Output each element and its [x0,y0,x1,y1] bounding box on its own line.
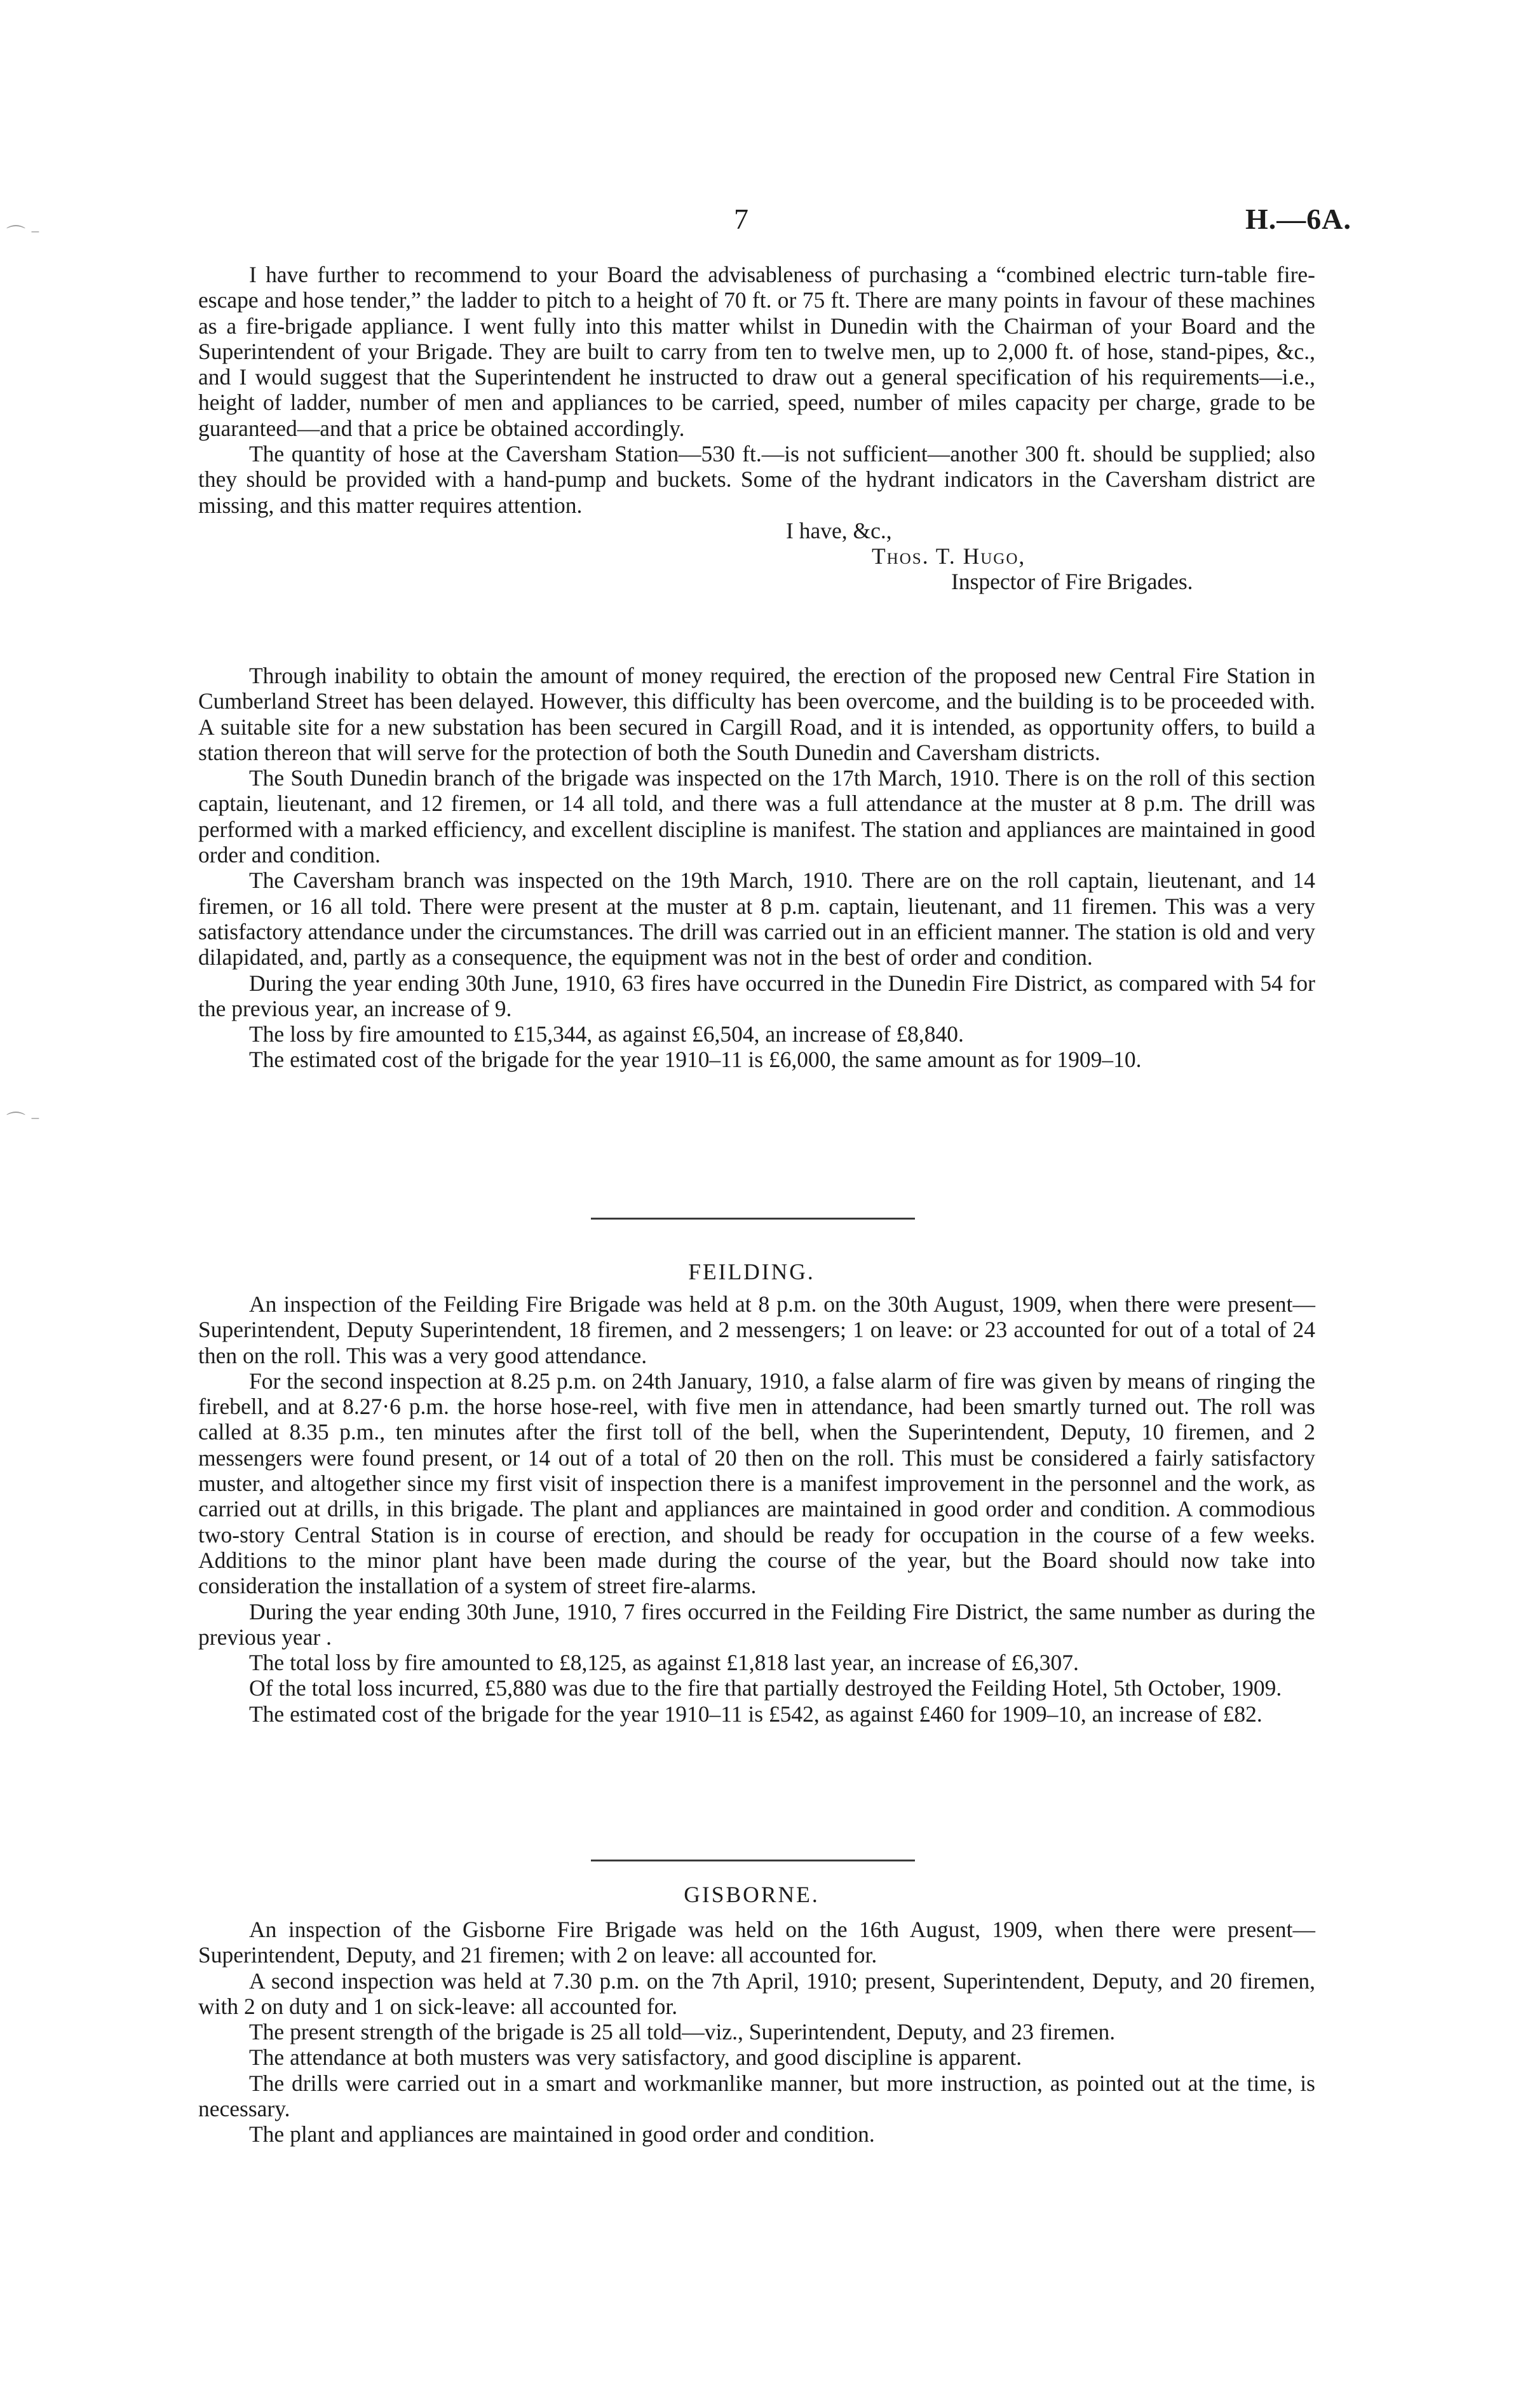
paragraph: The South Dunedin branch of the brigade was inspected on the 17th March, 1910. There is on the roll of this section captain, lieutenant, and 12 firemen, or 14 all told, and there was a full attendance at the muster at 8 p.m. The drill was performed with a marked efficiency, and excellent discipline is manifest. The station and appliances are maintained in good order and condition. [198,765,1315,868]
paragraph: The Caversham branch was inspected on the 19th March, 1910. There are on the roll captain, lieutenant, and 14 firemen, or 16 all told. There were present at the muster at 8 p.m. captain, lieutenant, and 11 firemen. This was a very satisfactory attendance under the circumstances. The drill was carried out in an efficient manner. The station is old and very dilapidated, and, partly as a consequence, the equipment was not in the best of order and condition. [198,867,1315,970]
paragraph: During the year ending 30th June, 1910, 7 fires occurred in the Feilding Fire District, the same number as during the previous year . [198,1598,1315,1650]
section-divider [591,1860,915,1861]
section-divider [591,1218,915,1220]
paragraph: The present strength of the brigade is 25 all told—viz., Superintendent, Deputy, and 23 firemen. [249,2019,1116,2045]
page-header [0,202,1516,247]
paragraph: The estimated cost of the brigade for the year 1910–11 is £6,000, the same amount as for 1909–10. [249,1047,1142,1073]
signature-title: Inspector of Fire Brigades. [951,568,1193,594]
dunedin-section [198,663,1315,1073]
paragraph: The estimated cost of the brigade for the year 1910–11 is £542, as against £460 for 1909–10, an increase of £82. [249,1701,1262,1727]
paragraph: Of the total loss incurred, £5,880 was due to the fire that partially destroyed the Feilding Hotel, 5th October, 1909. [249,1675,1282,1701]
paragraph: An inspection of the Gisborne Fire Brigade was held on the 16th August, 1909, when there were present—Superintendent, Deputy, and 21 firemen; with 2 on leave: all accounted for. [198,1917,1315,1968]
paragraph: The drills were carried out in a smart and workmanlike manner, but more instruction, as pointed out at the time, is necessary. [198,2070,1315,2122]
paragraph: An inspection of the Feilding Fire Brigade was held at 8 p.m. on the 30th August, 1909, when there were present—Superintendent, Deputy Superintendent, 18 firemen, and 2 messengers; 1 on leave: or 23 accounted for out of a total of 24 then on the roll. This was a very good attendance. [198,1291,1315,1368]
margin-mark: ⌒ ⁻ [6,1112,41,1133]
caversham-section [198,262,1315,594]
series-code: H.—6A. [1245,203,1351,235]
paragraph: During the year ending 30th June, 1910, 63 fires have occurred in the Dunedin Fire District, as compared with 54 for the previous year, an increase of 9. [198,970,1315,1021]
paragraph: The quantity of hose at the Caversham Station—530 ft.—is not sufficient—another 300 ft. should be supplied; also they should be provided with a hand-pump and buckets. Some of the hydrant indicators in the Caversham district are missing, and this matter requires attention. [198,441,1315,518]
feilding-section [198,1291,1315,1727]
paragraph: I have further to recommend to your Board the advisableness of purchasing a “combined electric turn-table fire-escape and hose tender,” the ladder to pitch to a height of 70 ft. or 75 ft. There are many points in favour of these machines as a fire-brigade appliance. I went fully into this matter whilst in Dunedin with the Chairman of your Board and the Superintendent of your Brigade. They are built to carry from ten to twelve men, up to 2,000 ft. of hose, stand-pipes, &c., and I would suggest that the Superintendent he instructed to draw out a general specification of his requirements—i.e., height of ladder, number of men and appliances to be carried, speed, number of miles capacity per charge, grade to be guaranteed—and that a price be obtained accordingly. [198,262,1315,441]
margin-mark: ⌒ ⁻ [6,225,41,246]
signoff: I have, &c., [786,517,892,543]
section-heading-feilding: FEILDING. [688,1259,815,1284]
paragraph: For the second inspection at 8.25 p.m. on 24th January, 1910, a false alarm of fire was given by means of ringing the firebell, and at 8.27·6 p.m. the horse hose-reel, with five men in attendance, had been smartly turned out. The roll was called at 8.35 p.m., ten minutes after the first toll of the bell, when the Superintendent, Deputy, 10 firemen, and 2 messengers were found present, or 14 out of a total of 20 then on the roll. This must be considered a fairly satisfactory muster, and altogether since my first visit of inspection there is a manifest improvement in the personnel and the work, as carried out at drills, in this brigade. The plant and appliances are maintained in good order and condition. A commodious two-story Central Station is in course of erection, and should be ready for occupation in the course of a few weeks. Additions to the minor plant have been made during the course of the year, but the Board should now take into consideration the installation of a system of street fire-alarms. [198,1368,1315,1599]
gisborne-section [198,1917,1315,2147]
signature-name: Thos. T. Hugo, [872,543,1026,569]
section-heading-gisborne: GISBORNE. [684,1882,820,1907]
page-number: 7 [734,203,748,235]
paragraph: The plant and appliances are maintained in good order and condition. [249,2121,875,2147]
paragraph: Through inability to obtain the amount of money required, the erection of the proposed new Central Fire Station in Cumberland Street has been delayed. However, this difficulty has been overcome, and the building is to be proceeded with. A suitable site for a new substation has been secured in Cargill Road, and it is intended, as opportunity offers, to build a station thereon that will serve for the protection of both the South Dunedin and Caversham districts. [198,663,1315,765]
paragraph: The attendance at both musters was very satisfactory, and good discipline is apparent. [249,2044,1022,2071]
paragraph: The total loss by fire amounted to £8,125, as against £1,818 last year, an increase of £6,307. [249,1650,1079,1676]
paragraph: The loss by fire amounted to £15,344, as against £6,504, an increase of £8,840. [249,1021,964,1047]
signature-block [198,518,1315,594]
paragraph: A second inspection was held at 7.30 p.m. on the 7th April, 1910; present, Superintendent, Deputy, and 20 firemen, with 2 on duty and 1 on sick-leave: all accounted for. [198,1968,1315,2019]
